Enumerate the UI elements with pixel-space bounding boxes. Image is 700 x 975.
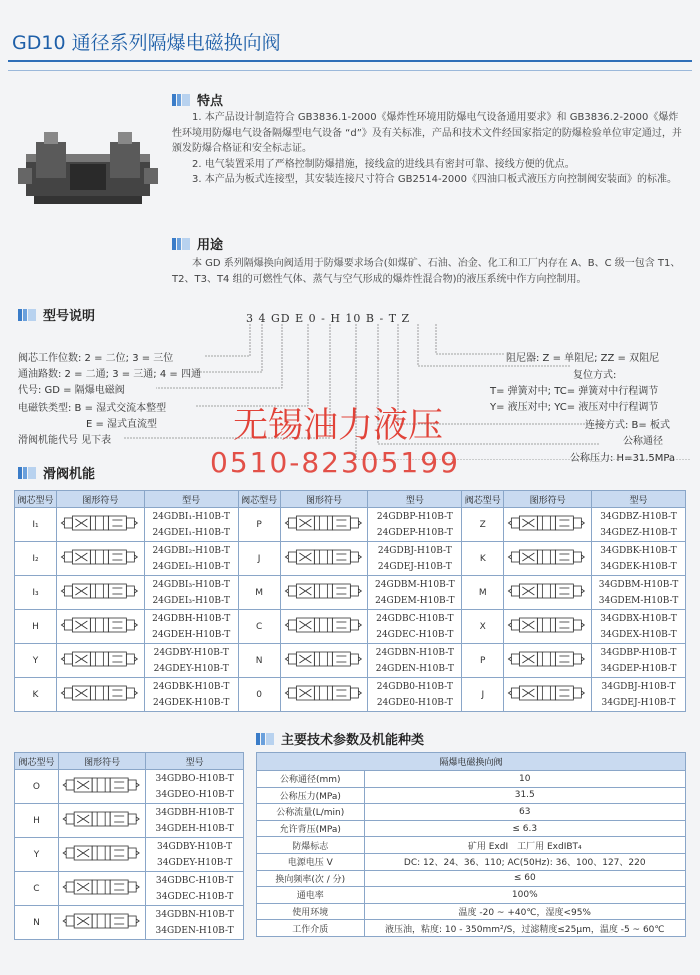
- model-number: 34GDBC-H10B-T: [155, 875, 234, 886]
- table-row: [15, 678, 686, 712]
- model-label: T= 弹簧对中; TC= 弹簧对中行程调节: [490, 386, 659, 397]
- model-number: 34GDBK-H10B-T: [600, 545, 677, 556]
- model-cell: [592, 576, 686, 610]
- col-header: 图形符号: [280, 491, 368, 508]
- table-row: [15, 576, 686, 610]
- model-cell: [368, 610, 462, 644]
- model-label: 阀芯工作位数: 2 = 二位; 3 = 三位: [18, 353, 174, 364]
- model-number: 34GDEN-H10B-T: [155, 925, 234, 936]
- spec-label: 公称通径(mm): [257, 771, 365, 788]
- table-header-row: [15, 753, 244, 770]
- spec-value: ≤ 60: [364, 870, 685, 887]
- model-label: 滑阀机能代号 见下表: [18, 435, 112, 446]
- col-header: 型号: [144, 491, 238, 508]
- spec-value: 10: [364, 771, 685, 788]
- col-header: 图形符号: [58, 753, 145, 770]
- table-row: [257, 920, 686, 937]
- spec-label: 工作介质: [257, 920, 365, 937]
- model-code: 3 4 GD E 0 - H 10 B - T Z: [246, 312, 411, 325]
- model-number: 34GDEJ-H10B-T: [601, 697, 676, 708]
- spec-label: 换向频率(次 / 分): [257, 870, 365, 887]
- table-row: [15, 872, 244, 906]
- spec-value: 温度 -20 ~ +40℃，湿度<95%: [364, 903, 685, 920]
- spool-code: M: [238, 576, 280, 610]
- model-number: 34GDBJ-H10B-T: [601, 681, 676, 692]
- spool-code: P: [238, 508, 280, 542]
- valve-symbol-icon: [504, 615, 591, 635]
- spool-code: K: [462, 542, 504, 576]
- model-label: 公称压力: H=31.5MPa: [570, 453, 676, 464]
- model-label: 公称通径: [623, 436, 663, 447]
- spec-value: 63: [364, 804, 685, 821]
- model-cell: [146, 872, 244, 906]
- section-marker-icon: [172, 238, 191, 254]
- model-number: 34GDEH-H10B-T: [155, 823, 234, 834]
- title-rule-thin: [8, 70, 692, 71]
- model-number: 24GDBI₁-H10B-T: [152, 511, 230, 522]
- watermark-phone: 0510-82305199: [210, 446, 460, 479]
- spool-code: C: [238, 610, 280, 644]
- spec-label: 通电率: [257, 887, 365, 904]
- symbol-cell: [504, 678, 592, 712]
- model-cell: [368, 508, 462, 542]
- valve-symbol-icon: [57, 683, 144, 703]
- spec-value: 液压油，粘度: 10 - 350mm²/S，过滤精度≤25μm，温度 -5 ~ 60℃: [364, 920, 685, 937]
- table-row: [15, 838, 244, 872]
- col-header: 阀芯型号: [238, 491, 280, 508]
- symbol-cell: [504, 644, 592, 678]
- symbol-cell: [56, 610, 144, 644]
- table-row: [15, 542, 686, 576]
- spool-code: O: [15, 770, 59, 804]
- symbol-cell: [280, 508, 368, 542]
- spool-code: N: [15, 906, 59, 940]
- spool-code: 0: [238, 678, 280, 712]
- spool-code: H: [15, 804, 59, 838]
- spec-value: 31.5: [364, 787, 685, 804]
- model-cell: [144, 542, 238, 576]
- table-row: [257, 804, 686, 821]
- spec-value: ≤ 6.3: [364, 820, 685, 837]
- symbol-cell: [504, 542, 592, 576]
- valve-symbol-icon: [504, 649, 591, 669]
- section-marker-icon: [18, 467, 37, 483]
- features-text: [172, 110, 682, 188]
- valve-symbol-icon: [57, 615, 144, 635]
- model-number: 34GDEO-H10B-T: [155, 789, 234, 800]
- table-header-row: [15, 491, 686, 508]
- model-cell: [368, 678, 462, 712]
- valve-symbol-icon: [59, 877, 145, 897]
- model-cell: [368, 542, 462, 576]
- valve-symbol-icon: [504, 683, 591, 703]
- table-row: [15, 770, 244, 804]
- spec-heading: 主要技术参数及机能种类: [256, 729, 424, 749]
- model-cell: [146, 770, 244, 804]
- section-marker-icon: [172, 94, 191, 110]
- symbol-cell: [58, 872, 145, 906]
- valve-symbol-icon: [281, 513, 368, 533]
- model-number: 24GDEY-H10B-T: [153, 663, 229, 674]
- valve-symbol-icon: [57, 547, 144, 567]
- model-number: 34GDBY-H10B-T: [157, 841, 233, 852]
- model-number: 24GDEP-H10B-T: [376, 527, 453, 538]
- valve-symbol-icon: [504, 513, 591, 533]
- valve-symbol-icon: [504, 547, 591, 567]
- spool-code: Y: [15, 644, 57, 678]
- model-cell: [368, 576, 462, 610]
- symbol-cell: [504, 576, 592, 610]
- model-cell: [146, 906, 244, 940]
- model-cell: [144, 644, 238, 678]
- spec-label: 电源电压 V: [257, 853, 365, 870]
- model-number: 34GDEX-H10B-T: [600, 629, 677, 640]
- table-row: [257, 853, 686, 870]
- model-number: 24GDEK-H10B-T: [153, 697, 230, 708]
- spec-label: 使用环境: [257, 903, 365, 920]
- model-label: 连接方式: B= 板式: [585, 420, 670, 431]
- spec-header: 隔爆电磁换向阀: [257, 753, 686, 771]
- model-label: Y= 液压对中; YC= 液压对中行程调节: [490, 402, 659, 413]
- col-header: 图形符号: [56, 491, 144, 508]
- feature-item: 3. 本产品为板式连接型，其安装连接尺寸符合 GB2514-2000《四油口板式液压方向控制阀安装面》的标准。: [192, 174, 678, 185]
- table-row: [257, 820, 686, 837]
- model-number: 24GDEJ-H10B-T: [377, 561, 452, 572]
- model-label: 代号: GD = 隔爆电磁阀: [18, 385, 125, 396]
- model-number: 24GDEM-H10B-T: [375, 595, 455, 606]
- table-row: [257, 887, 686, 904]
- model-number: 34GDBO-H10B-T: [155, 773, 234, 784]
- model-number: 24GDEI₁-H10B-T: [152, 527, 230, 538]
- spec-value: 矿用 ExdI 工厂用 ExdIBT₄: [364, 837, 685, 854]
- symbol-cell: [58, 906, 145, 940]
- spool-code: I₁: [15, 508, 57, 542]
- table-row: [15, 610, 686, 644]
- symbol-cell: [504, 508, 592, 542]
- table-header-row: [257, 753, 686, 771]
- model-cell: [592, 508, 686, 542]
- model-heading: 型号说明: [18, 305, 95, 325]
- col-header: 阀芯型号: [15, 753, 59, 770]
- table-row: [257, 837, 686, 854]
- symbol-cell: [280, 610, 368, 644]
- model-number: 34GDBZ-H10B-T: [600, 511, 677, 522]
- model-number: 24GDEC-H10B-T: [376, 629, 454, 640]
- usage-text: 本 GD 系列隔爆换向阀适用于防爆要求场合(如煤矿、石油、冶金、化工和工厂内存在 A、B、C 级一包含 T1、T2、T3、T4 组的可燃性气体、蒸气与空气形成的爆炸性混合物)的液压系统中作方向控制用。: [172, 258, 681, 285]
- spec-table: [256, 752, 686, 937]
- symbol-cell: [58, 838, 145, 872]
- valve-symbol-icon: [59, 809, 145, 829]
- table-row: [257, 787, 686, 804]
- spool-code: J: [238, 542, 280, 576]
- slide-heading: 滑阀机能: [18, 463, 95, 483]
- symbol-cell: [58, 804, 145, 838]
- model-cell: [592, 610, 686, 644]
- symbol-cell: [58, 770, 145, 804]
- model-number: 34GDBN-H10B-T: [155, 909, 234, 920]
- spool-code: H: [15, 610, 57, 644]
- spool-code: I₂: [15, 542, 57, 576]
- valve-photo: [14, 118, 162, 214]
- section-marker-icon: [256, 733, 275, 749]
- model-number: 34GDBH-H10B-T: [155, 807, 234, 818]
- spool-code: Z: [462, 508, 504, 542]
- model-label: 阻尼器: Z = 单阻尼; ZZ = 双阻尼: [506, 353, 660, 364]
- model-label: 通油路数: 2 = 二通; 3 = 三通; 4 = 四通: [18, 369, 201, 380]
- spool-code: C: [15, 872, 59, 906]
- model-number: 34GDEC-H10B-T: [156, 891, 234, 902]
- model-number: 34GDBM-H10B-T: [598, 579, 679, 590]
- model-number: 24GDEN-H10B-T: [375, 663, 454, 674]
- symbol-cell: [280, 678, 368, 712]
- spool-code: I₃: [15, 576, 57, 610]
- valve-symbol-icon: [281, 683, 368, 703]
- model-number: 34GDEP-H10B-T: [600, 663, 677, 674]
- model-number: 24GDBI₃-H10B-T: [152, 579, 230, 590]
- model-number: 24GDBM-H10B-T: [375, 579, 455, 590]
- model-number: 24GDE0-H10B-T: [376, 697, 453, 708]
- model-number: 24GDBH-H10B-T: [152, 613, 231, 624]
- watermark-company: 无锡油力液压: [233, 406, 444, 446]
- col-header: 型号: [592, 491, 686, 508]
- symbol-cell: [56, 576, 144, 610]
- model-number: 24GDBK-H10B-T: [152, 681, 230, 692]
- col-header: 阀芯型号: [15, 491, 57, 508]
- spec-label: 防爆标志: [257, 837, 365, 854]
- model-number: 34GDEM-H10B-T: [598, 595, 679, 606]
- spec-value: 100%: [364, 887, 685, 904]
- symbol-cell: [56, 678, 144, 712]
- valve-symbol-icon: [281, 615, 368, 635]
- lower-function-table: [14, 752, 244, 940]
- usage-heading: 用途: [172, 234, 223, 254]
- spool-code: Y: [15, 838, 59, 872]
- col-header: 型号: [146, 753, 244, 770]
- table-row: [15, 804, 244, 838]
- model-number: 24GDBP-H10B-T: [376, 511, 453, 522]
- model-cell: [592, 644, 686, 678]
- valve-symbol-icon: [281, 649, 368, 669]
- valve-symbol-icon: [281, 581, 368, 601]
- col-header: 型号: [368, 491, 462, 508]
- model-number: 24GDBY-H10B-T: [153, 647, 229, 658]
- table-row: [257, 870, 686, 887]
- spec-label: 公称流量(L/min): [257, 804, 365, 821]
- model-cell: [592, 542, 686, 576]
- model-number: 34GDEY-H10B-T: [157, 857, 233, 868]
- model-cell: [368, 644, 462, 678]
- feature-item: 1. 本产品设计制造符合 GB3836.1-2000《爆炸性环境用防爆电气设备通用要求》和 GB3836.2-2000《爆炸性环境用防爆电气设备隔爆型电气设备 “d”》及有关标准，产品和技术文件经国家指定的防爆检验单位审定通过，并颁发防爆合格证和安全标志证。: [172, 112, 682, 154]
- model-number: 34GDEZ-H10B-T: [600, 527, 677, 538]
- spool-code: K: [15, 678, 57, 712]
- valve-symbol-icon: [281, 547, 368, 567]
- title-rule: [8, 60, 692, 62]
- model-cell: [592, 678, 686, 712]
- model-number: 24GDBC-H10B-T: [376, 613, 454, 624]
- model-number: 34GDBX-H10B-T: [600, 613, 677, 624]
- table-row: [15, 508, 686, 542]
- table-row: [15, 906, 244, 940]
- valve-symbol-icon: [57, 513, 144, 533]
- model-label: E = 湿式直流型: [86, 419, 158, 430]
- model-cell: [144, 610, 238, 644]
- spool-code: N: [238, 644, 280, 678]
- table-row: [257, 771, 686, 788]
- spec-label: 允许背压(MPa): [257, 820, 365, 837]
- slide-function-table: [14, 490, 686, 712]
- symbol-cell: [56, 508, 144, 542]
- valve-symbol-icon: [57, 649, 144, 669]
- col-header: 图形符号: [504, 491, 592, 508]
- valve-symbol-icon: [59, 843, 145, 863]
- model-cell: [144, 576, 238, 610]
- valve-symbol-icon: [59, 911, 145, 931]
- model-number: 24GDEH-H10B-T: [152, 629, 231, 640]
- symbol-cell: [56, 644, 144, 678]
- valve-symbol-icon: [57, 581, 144, 601]
- symbol-cell: [56, 542, 144, 576]
- model-number: 24GDBI₂-H10B-T: [152, 545, 230, 556]
- symbol-cell: [504, 610, 592, 644]
- model-number: 24GDEI₃-H10B-T: [152, 595, 230, 606]
- spec-value: DC: 12、24、36、110; AC(50Hz): 36、100、127、220: [364, 853, 685, 870]
- model-number: 34GDEK-H10B-T: [600, 561, 677, 572]
- model-number: 24GDB0-H10B-T: [376, 681, 453, 692]
- spool-code: X: [462, 610, 504, 644]
- model-number: 24GDEI₂-H10B-T: [152, 561, 230, 572]
- features-heading: 特点: [172, 90, 223, 110]
- feature-item: 2. 电气装置采用了严格控制防爆措施，接线盒的进线具有密封可靠、接线方便的优点。: [192, 158, 575, 170]
- spool-code: J: [462, 678, 504, 712]
- model-cell: [146, 838, 244, 872]
- spec-label: 公称压力(MPa): [257, 787, 365, 804]
- model-number: 24GDBJ-H10B-T: [377, 545, 452, 556]
- model-number: 24GDBN-H10B-T: [375, 647, 454, 658]
- symbol-cell: [280, 576, 368, 610]
- symbol-cell: [280, 542, 368, 576]
- col-header: 阀芯型号: [462, 491, 504, 508]
- spool-code: M: [462, 576, 504, 610]
- symbol-cell: [280, 644, 368, 678]
- page-title: GD10 通径系列隔爆电磁换向阀: [12, 32, 281, 54]
- model-label: 复位方式:: [573, 370, 617, 381]
- valve-symbol-icon: [504, 581, 591, 601]
- table-row: [15, 644, 686, 678]
- model-cell: [144, 678, 238, 712]
- table-row: [257, 903, 686, 920]
- model-cell: [144, 508, 238, 542]
- spool-code: P: [462, 644, 504, 678]
- model-cell: [146, 804, 244, 838]
- valve-symbol-icon: [59, 775, 145, 795]
- model-label: 电磁铁类型: B = 湿式交流本整型: [18, 403, 167, 414]
- model-number: 34GDBP-H10B-T: [600, 647, 677, 658]
